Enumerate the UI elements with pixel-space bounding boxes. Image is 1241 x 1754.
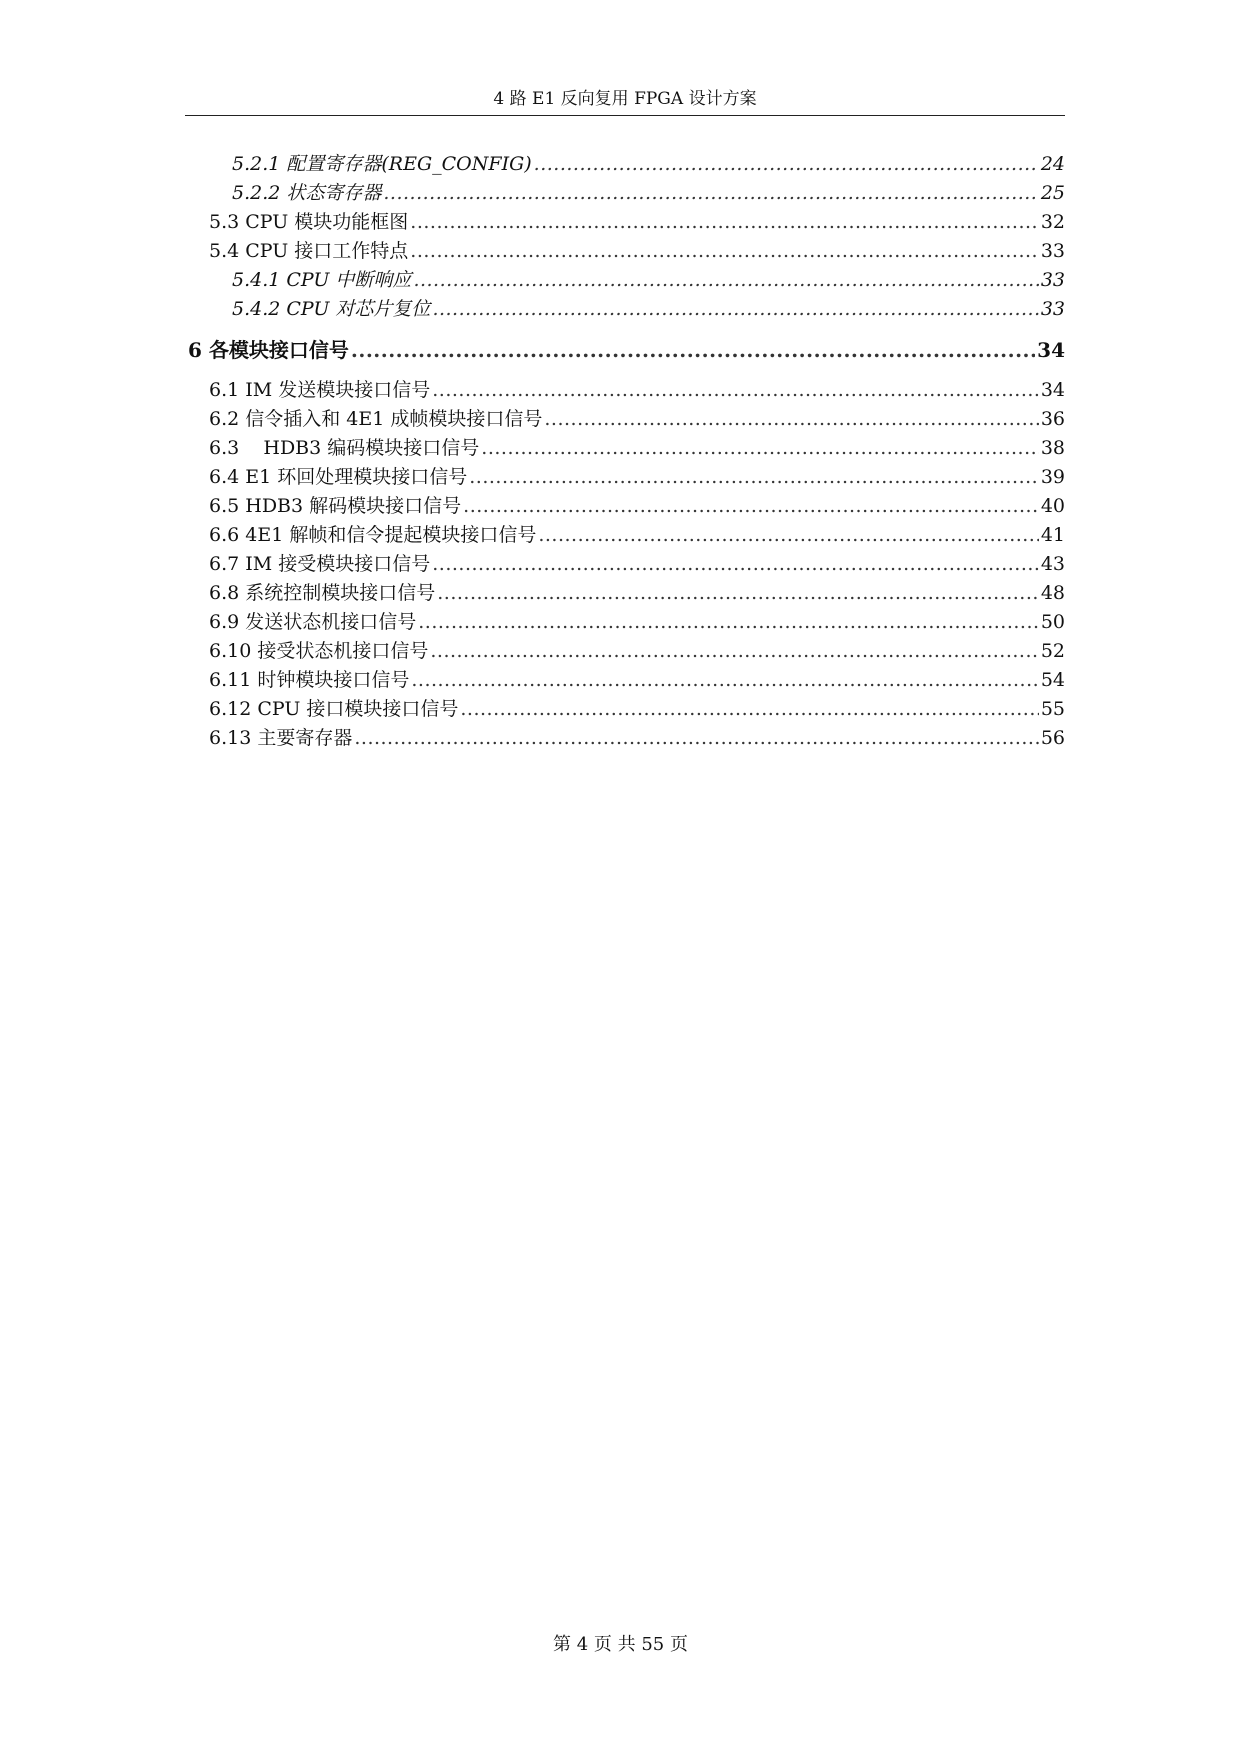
toc-dot-leader [410,238,1039,264]
toc-entry[interactable] [185,551,1065,577]
toc-entry-page: 52 [1040,640,1065,662]
toc-entry-page: 43 [1040,553,1065,575]
toc-entry-page: 54 [1040,669,1065,691]
toc-chapter-entry[interactable] [185,337,1065,363]
toc-entry[interactable] [185,377,1065,403]
toc-entry[interactable] [185,493,1065,519]
toc-dot-leader [463,493,1039,519]
toc-entry-title: 5.3 CPU 模块功能框图 [209,211,409,233]
toc-entry[interactable] [185,296,1065,322]
toc-entry[interactable] [185,696,1065,722]
toc-entry[interactable] [185,522,1065,548]
toc-entry-title: 5.4 CPU 接口工作特点 [209,240,409,262]
toc-entry-page: 39 [1040,466,1065,488]
toc-dot-leader [432,551,1039,577]
toc-entry-page: 50 [1040,611,1065,633]
toc-dot-leader [411,667,1038,693]
toc-entry-page: 34 [1037,338,1065,362]
toc-entry[interactable] [185,151,1065,177]
toc-entry[interactable] [185,609,1065,635]
toc-entry[interactable] [185,267,1065,293]
toc-entry-title: 6.10 接受状态机接口信号 [209,640,429,662]
toc-dot-leader [383,180,1038,206]
toc-entry[interactable] [185,406,1065,432]
toc-entry-page: 38 [1040,437,1065,459]
toc-entry-title: 5.2.2 状态寄存器 [232,182,382,204]
toc-entry-page: 33 [1040,298,1065,320]
toc-dot-leader [430,638,1038,664]
page-footer: 第 4 页 共 55 页 [553,1634,688,1655]
toc-entry[interactable] [185,435,1065,461]
toc-dot-leader [544,406,1038,432]
toc-entry-title: 6.5 HDB3 解码模块接口信号 [209,495,462,517]
toc-entry-page: 32 [1040,211,1065,233]
toc-entry-page: 36 [1040,408,1065,430]
toc-entry-title: 6 各模块接口信号 [188,338,349,362]
toc-entry[interactable] [185,209,1065,235]
toc-entry-title: 6.4 E1 环回处理模块接口信号 [209,466,468,488]
toc-entry-title: 5.4.1 CPU 中断响应 [232,269,412,291]
toc-entry-title: 6.7 IM 接受模块接口信号 [209,553,431,575]
toc-dot-leader [432,377,1039,403]
toc-entry-title: 6.3 HDB3 编码模块接口信号 [209,437,480,459]
toc-entry-title: 6.1 IM 发送模块接口信号 [209,379,431,401]
toc-dot-leader [534,151,1039,177]
toc-dot-leader [538,522,1038,548]
toc-dot-leader [410,209,1039,235]
toc-entry[interactable] [185,580,1065,606]
toc-entry[interactable] [185,464,1065,490]
toc-dot-leader [469,464,1039,490]
toc-entry[interactable] [185,667,1065,693]
toc-entry-title: 6.13 主要寄存器 [209,727,353,749]
toc-entry-title: 6.9 发送状态机接口信号 [209,611,417,633]
toc-entry-title: 6.6 4E1 解帧和信令提起模块接口信号 [209,524,537,546]
page-header: 4 路 E1 反向复用 FPGA 设计方案 [493,89,757,109]
toc-dot-leader [418,609,1039,635]
toc-entry[interactable] [185,638,1065,664]
toc-entry-title: 6.8 系统控制模块接口信号 [209,582,436,604]
toc-dot-leader [351,337,1035,363]
toc-entry-page: 55 [1040,698,1065,720]
toc-entry-page: 33 [1040,269,1065,291]
toc-dot-leader [432,296,1038,322]
toc-entry[interactable] [185,725,1065,751]
toc-entry[interactable] [185,238,1065,264]
toc-entry-page: 33 [1040,240,1065,262]
toc-dot-leader [413,267,1038,293]
toc-entry[interactable] [185,180,1065,206]
toc-entry-title: 6.11 时钟模块接口信号 [209,669,410,691]
toc-dot-leader [437,580,1039,606]
toc-dot-leader [354,725,1038,751]
toc-entry-page: 48 [1040,582,1065,604]
toc-entry-page: 56 [1040,727,1065,749]
toc-entry-page: 24 [1040,153,1065,175]
toc-dot-leader [481,435,1039,461]
toc-dot-leader [460,696,1038,722]
toc-entry-page: 41 [1040,524,1065,546]
toc-entry-page: 34 [1040,379,1065,401]
header-rule [185,115,1065,116]
toc-entry-title: 5.4.2 CPU 对芯片复位 [232,298,431,320]
toc-entry-title: 6.12 CPU 接口模块接口信号 [209,698,459,720]
toc-entry-title: 6.2 信令插入和 4E1 成帧模块接口信号 [209,408,543,430]
toc-entry-title: 5.2.1 配置寄存器(REG_CONFIG) [232,153,532,175]
toc-entry-page: 25 [1040,182,1065,204]
toc-entry-page: 40 [1040,495,1065,517]
